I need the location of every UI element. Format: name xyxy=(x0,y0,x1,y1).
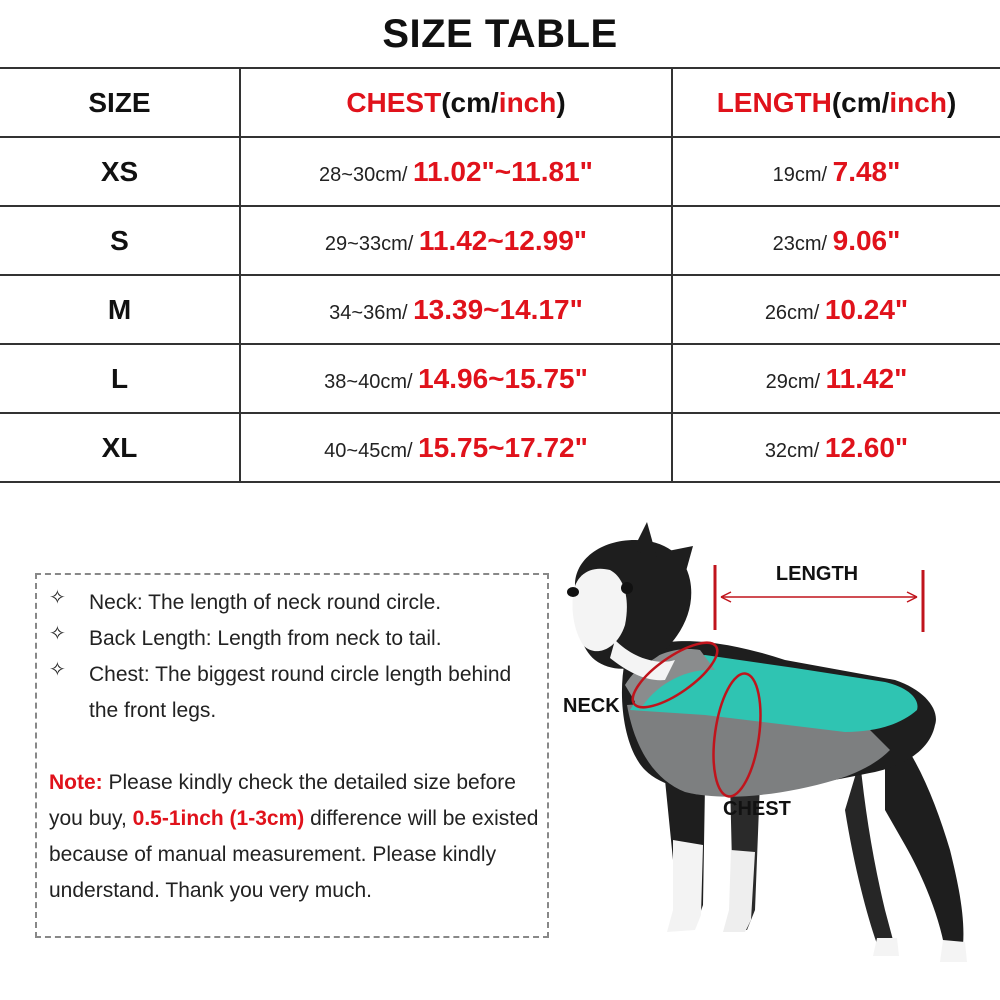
table-row xyxy=(0,413,1000,482)
chest-cell: 40~45cm/ 15.75~17.72" xyxy=(240,413,672,482)
header-chest: CHEST(cm/inch) xyxy=(240,68,672,137)
sparkle-icon: ✧ xyxy=(49,623,66,645)
chest-cell: 38~40cm/ 14.96~15.75" xyxy=(240,344,672,413)
length-cell: 29cm/ 11.42" xyxy=(672,344,1000,413)
size-label: XS xyxy=(0,137,240,206)
dog-measurement-illustration xyxy=(555,510,1000,990)
chest-cell: 28~30cm/ 11.02"~11.81" xyxy=(240,137,672,206)
chest-cell: 29~33cm/ 11.42~12.99" xyxy=(240,206,672,275)
size-table xyxy=(0,67,1000,483)
table-row xyxy=(0,275,1000,344)
length-cell: 19cm/ 7.48" xyxy=(672,137,1000,206)
chest-cell: 34~36m/ 13.39~14.17" xyxy=(240,275,672,344)
dog-nose xyxy=(567,587,579,597)
table-row xyxy=(0,137,1000,206)
size-label: L xyxy=(0,344,240,413)
dog-eye xyxy=(621,582,633,594)
measurement-notes-box xyxy=(35,573,549,938)
note-bullet-neck: ✧ Neck: The length of neck round circle. xyxy=(49,585,539,621)
size-label: XL xyxy=(0,413,240,482)
chest-label: CHEST xyxy=(723,798,791,820)
table-row xyxy=(0,206,1000,275)
length-cell: 32cm/ 12.60" xyxy=(672,413,1000,482)
length-cell: 26cm/ 10.24" xyxy=(672,275,1000,344)
size-label: S xyxy=(0,206,240,275)
length-cell: 23cm/ 9.06" xyxy=(672,206,1000,275)
neck-label: NECK xyxy=(563,695,620,717)
note-bullet-chest: ✧ Chest: The biggest round circle length behind the front legs. xyxy=(49,657,539,729)
note-bullet-back-length: ✧ Back Length: Length from neck to tail. xyxy=(49,621,539,657)
sparkle-icon: ✧ xyxy=(49,659,66,681)
note-highlight: 0.5-1inch (1-3cm) xyxy=(132,807,305,830)
header-length: LENGTH(cm/inch) xyxy=(672,68,1000,137)
table-header-row xyxy=(0,68,1000,137)
table-row xyxy=(0,344,1000,413)
length-label: LENGTH xyxy=(775,563,859,585)
note-label: Note: xyxy=(49,771,103,794)
sparkle-icon: ✧ xyxy=(49,587,66,609)
page-title: SIZE TABLE xyxy=(382,12,618,56)
header-size: SIZE xyxy=(0,68,240,137)
note-paragraph: Note: Please kindly check the detailed size before you buy, 0.5-1inch (1-3cm) difference will be existed because of manual measurement. Please kindly understand. Thank you very much. xyxy=(49,771,539,902)
size-label: M xyxy=(0,275,240,344)
